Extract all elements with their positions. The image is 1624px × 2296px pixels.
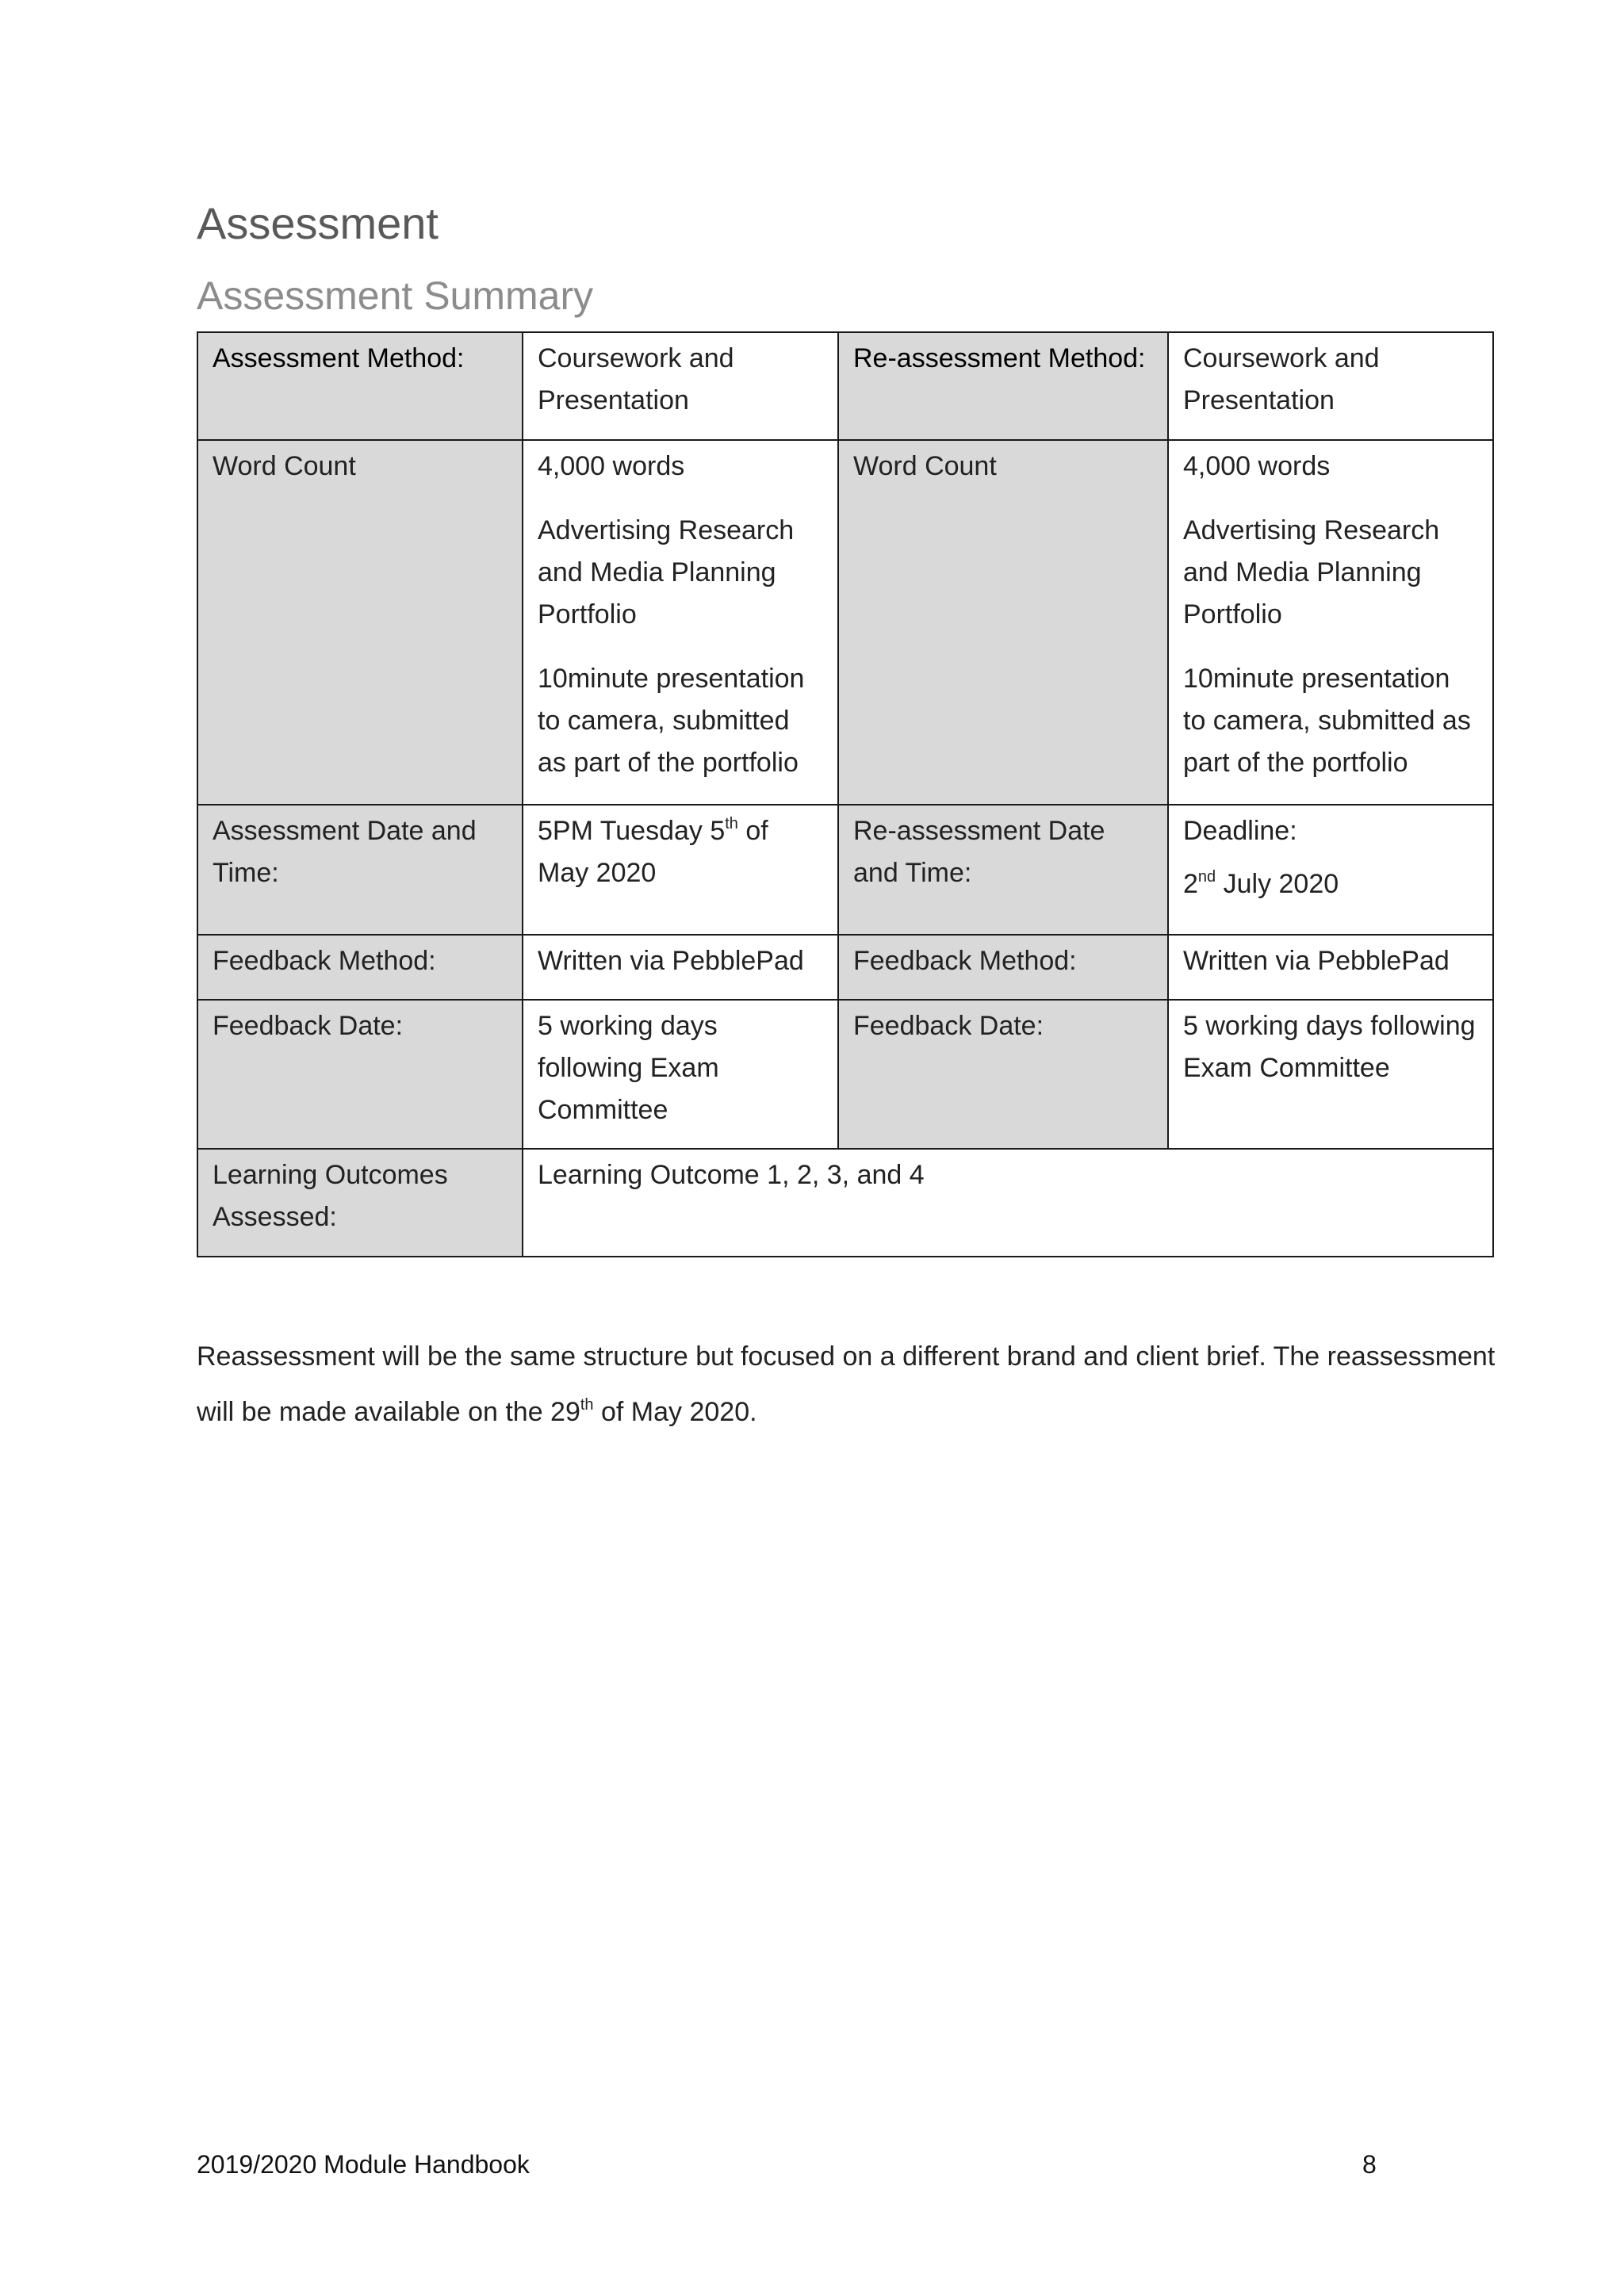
- reassessment-feedback-date-label: Feedback Date:: [853, 1011, 1044, 1041]
- footer-handbook-title: 2019/2020 Module Handbook: [197, 2150, 530, 2179]
- reassessment-feedback-method-value: Written via PebblePad: [1183, 946, 1450, 976]
- date-text: 5PM Tuesday 5: [538, 816, 726, 846]
- assessment-date-value: [538, 816, 768, 888]
- table-cell-value: [523, 805, 838, 935]
- date-text: of May 2020: [538, 816, 768, 888]
- assessment-summary-table: [197, 331, 1494, 1257]
- table-cell-value: [1168, 332, 1493, 440]
- table-cell-label: [197, 805, 523, 935]
- table-row-learning-outcomes: [197, 1149, 1493, 1257]
- feedback-date-label: Feedback Date:: [213, 1011, 404, 1041]
- reassessment-portfolio-description: Advertising Research and Media Planning Portfolio: [1183, 515, 1440, 629]
- note-text: of May 2020.: [593, 1397, 757, 1427]
- date-text: July 2020: [1216, 869, 1339, 899]
- table-row-feedback-method: [197, 935, 1493, 1000]
- table-cell-label: [838, 332, 1168, 440]
- table-cell-label: [197, 935, 523, 1000]
- table-cell-value: [523, 332, 838, 440]
- reassessment-note: [197, 1329, 1497, 1440]
- word-count-label: Word Count: [213, 451, 356, 481]
- table-cell-value: [1168, 935, 1493, 1000]
- date-text: 2: [1183, 869, 1198, 899]
- note-text: Reassessment will be the same structure but focused on a different brand and client brief. The reassessment will be made available on the 29: [197, 1341, 1496, 1427]
- table-cell-label: [197, 332, 523, 440]
- assessment-method-label: Assessment Method:: [213, 343, 465, 373]
- ordinal-suffix: nd: [1197, 867, 1216, 886]
- section-heading: Assessment: [197, 198, 439, 248]
- feedback-method-label: Feedback Method:: [213, 946, 436, 976]
- feedback-date-value: 5 working days following Exam Committee: [538, 1011, 719, 1125]
- table-cell-label: [838, 935, 1168, 1000]
- learning-outcomes-label: Learning Outcomes Assessed:: [213, 1160, 448, 1232]
- ordinal-suffix: th: [725, 814, 738, 832]
- table-cell-value: [523, 1000, 838, 1149]
- table-cell-value: [1168, 805, 1493, 935]
- table-cell-value: [523, 1149, 1493, 1257]
- reassessment-feedback-method-label: Feedback Method:: [853, 946, 1077, 976]
- presentation-description: 10minute presentation to camera, submitted as part of the portfolio: [538, 664, 805, 778]
- section-subheading: Assessment Summary: [197, 274, 594, 318]
- table-row-word-count: [197, 440, 1493, 805]
- deadline-label: Deadline:: [1183, 816, 1297, 846]
- reassessment-word-count-label: Word Count: [853, 451, 997, 481]
- table-cell-label: [838, 440, 1168, 805]
- assessment-method-value: Coursework and Presentation: [538, 343, 734, 415]
- footer-page-number: 8: [1362, 2150, 1377, 2179]
- reassessment-feedback-date-value: 5 working days following Exam Committee: [1183, 1011, 1476, 1083]
- portfolio-description: Advertising Research and Media Planning Portfolio: [538, 515, 795, 629]
- table-cell-label: [197, 1000, 523, 1149]
- ordinal-suffix: th: [580, 1395, 594, 1414]
- table-cell-label: [197, 1149, 523, 1257]
- table-cell-value: [523, 440, 838, 805]
- reassessment-presentation-description: 10minute presentation to camera, submitted as part of the portfolio: [1183, 664, 1471, 778]
- reassessment-word-count-value: 4,000 words: [1183, 451, 1331, 481]
- reassessment-date-value: [1183, 863, 1478, 905]
- table-cell-label: [838, 805, 1168, 935]
- table-cell-label: [838, 1000, 1168, 1149]
- reassessment-method-value: Coursework and Presentation: [1183, 343, 1380, 415]
- table-row-assessment-method: [197, 332, 1493, 440]
- table-row-assessment-date: [197, 805, 1493, 935]
- table-row-feedback-date: [197, 1000, 1493, 1149]
- table-cell-label: [197, 440, 523, 805]
- table-cell-value: [523, 935, 838, 1000]
- word-count-value: 4,000 words: [538, 451, 685, 481]
- reassessment-method-label: Re-assessment Method:: [853, 343, 1146, 373]
- assessment-date-label: Assessment Date and Time:: [213, 816, 477, 888]
- learning-outcomes-value: Learning Outcome 1, 2, 3, and 4: [538, 1160, 925, 1190]
- reassessment-date-label: Re-assessment Date and Time:: [853, 816, 1105, 888]
- table-cell-value: [1168, 440, 1493, 805]
- feedback-method-value: Written via PebblePad: [538, 946, 804, 976]
- table-cell-value: [1168, 1000, 1493, 1149]
